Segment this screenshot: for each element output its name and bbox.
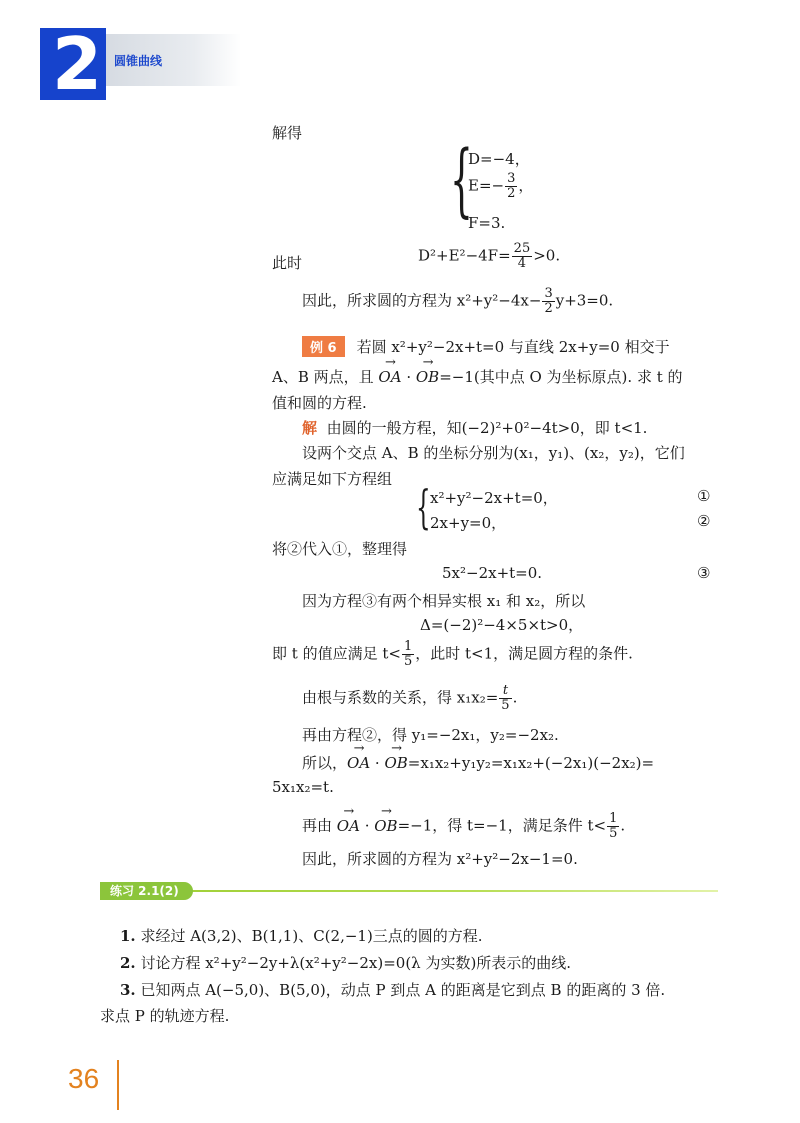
text-cishi: 此时 [272, 254, 303, 272]
practice-item-3 [120, 979, 665, 1000]
cond-pre: D²+E²−4F= [418, 246, 511, 265]
example-label: 例 6 [302, 336, 345, 357]
text-jiede: 解得 [272, 124, 303, 142]
item-text: 讨论方程 x²+y²−2y+λ(x²+y²−2x)=0(λ 为实数)所表示的曲线. [140, 954, 572, 972]
item-number: 2. [120, 954, 136, 972]
item-number: 1. [120, 927, 136, 945]
ans1-pre: 因此，所求圆的方程为 x²+y²−4x− [302, 291, 542, 310]
example6-line1 [302, 336, 670, 357]
ans1-post: y+3=0. [555, 291, 614, 310]
t-cond-post: ，此时 t<1，满足圆方程的条件. [415, 644, 633, 663]
vector-oa: → OA [337, 817, 360, 835]
chapter-number: 2 [52, 22, 103, 106]
ex6-line1-text: 若圆 x²+y²−2x+t=0 与直线 2x+y=0 相交于 [356, 338, 670, 356]
sol-line1-text: 由圆的一般方程，知(−2)²+0²−4t>0，即 t<1. [326, 419, 648, 437]
fraction [499, 684, 511, 713]
marker-2: ② [697, 512, 711, 530]
again-pre: 再由 [302, 816, 337, 835]
solution-line3: 应满足如下方程组 [272, 470, 393, 488]
example6-line2 [272, 366, 683, 387]
dot-operator: · [359, 816, 375, 835]
because-line: 因为方程③有两个相异实根 x₁ 和 x₂，所以 [302, 592, 586, 610]
numerator: 3 [544, 286, 553, 301]
item-number: 3. [120, 981, 136, 999]
system1-eq-e-post: ， [518, 176, 534, 195]
chapter-title: 圆锥曲线 [114, 54, 163, 68]
ex6-line2-a: A、B 两点，且 [272, 368, 379, 386]
vieta-line [302, 684, 517, 713]
denominator: 4 [517, 256, 527, 271]
numerator: 1 [609, 811, 618, 826]
numerator: 3 [507, 171, 516, 186]
condition-line [418, 242, 560, 271]
page-number: 36 [68, 1063, 100, 1094]
ex6-line2-b: =−1(其中点 O 为坐标原点). 求 t 的 [439, 368, 683, 386]
system1-eq-e-pre: E=− [468, 176, 505, 195]
vector-ob: → OB [384, 754, 407, 772]
eq2-line: 再由方程②，得 y₁=−2x₁，y₂=−2x₂. [302, 726, 559, 744]
fraction [402, 640, 414, 669]
suoyi: 所以， [302, 754, 348, 772]
vector-ob: → OB [374, 817, 397, 835]
item-text: 已知两点 A(−5,0)、B(5,0)，动点 P 到点 A 的距离是它到点 B 的距离的 3 倍. [140, 981, 666, 999]
system1-eq-e [468, 172, 533, 201]
practice-item-2 [120, 952, 571, 973]
practice-label: 练习 2.1(2) [100, 882, 193, 900]
cond-post: >0. [533, 246, 561, 265]
marker-1: ① [697, 487, 711, 505]
marker-3: ③ [697, 564, 711, 582]
answer1-line [302, 287, 613, 316]
vector-oa: → OA [347, 754, 370, 772]
page-number-divider [117, 1060, 119, 1110]
again-mid: =−1，得 t=−1，满足条件 t< [397, 816, 607, 835]
numerator: 25 [513, 241, 531, 256]
substitute-line: 将②代入①，整理得 [272, 540, 408, 558]
again-line [302, 812, 625, 841]
denominator: 5 [609, 826, 618, 841]
dot-product-line [302, 752, 654, 773]
practice-item-1 [120, 925, 483, 946]
fraction [542, 287, 554, 316]
t-cond-pre: 即 t 的值应满足 t< [272, 644, 401, 663]
equation-3: 5x²−2x+t=0. [442, 564, 543, 582]
delta-line: Δ=(−2)²−4×5×t>0， [420, 616, 584, 634]
dot-operator: · [370, 754, 385, 772]
vector-oa: → OA [378, 368, 401, 386]
example6-line3: 值和圆的方程. [272, 394, 367, 412]
fraction [505, 172, 517, 201]
numerator: t [499, 684, 511, 699]
denominator: 5 [403, 654, 413, 669]
solution-line1 [302, 417, 647, 438]
solution-label: 解 [302, 419, 318, 437]
numerator: 1 [403, 639, 413, 654]
vector-ob: → OB [416, 368, 439, 386]
fraction [512, 242, 533, 271]
again-post: . [620, 816, 626, 835]
brace-system2: { [416, 480, 431, 534]
dot-operator: · [401, 368, 416, 386]
dot-product-result: 5x₁x₂=t. [272, 778, 334, 796]
system2-eq2: 2x+y=0， [430, 514, 507, 532]
practice-divider [108, 890, 718, 892]
vieta-post: . [512, 688, 518, 707]
practice-item-3-cont: 求点 P 的轨迹方程. [100, 1007, 230, 1025]
system1-eq-f: F=3. [468, 214, 506, 232]
dot-expand: =x₁x₂+y₁y₂=x₁x₂+(−2x₁)(−2x₂)= [407, 754, 655, 772]
system1-eq-d: D=−4， [468, 150, 530, 168]
denominator: 2 [544, 301, 553, 316]
solution-line2: 设两个交点 A、B 的坐标分别为(x₁，y₁)、(x₂，y₂)，它们 [302, 444, 685, 462]
denominator: 2 [507, 186, 516, 201]
t-condition-line [272, 640, 633, 669]
fraction [607, 812, 619, 841]
vieta-pre: 由根与系数的关系，得 x₁x₂= [302, 688, 499, 707]
answer2-line: 因此，所求圆的方程为 x²+y²−2x−1=0. [302, 850, 578, 868]
system2-eq1: x²+y²−2x+t=0， [430, 489, 558, 507]
item-text: 求经过 A(3,2)、B(1,1)、C(2,−1)三点的圆的方程. [140, 927, 483, 945]
brace-system1: { [450, 133, 473, 226]
denominator: 5 [501, 698, 510, 713]
